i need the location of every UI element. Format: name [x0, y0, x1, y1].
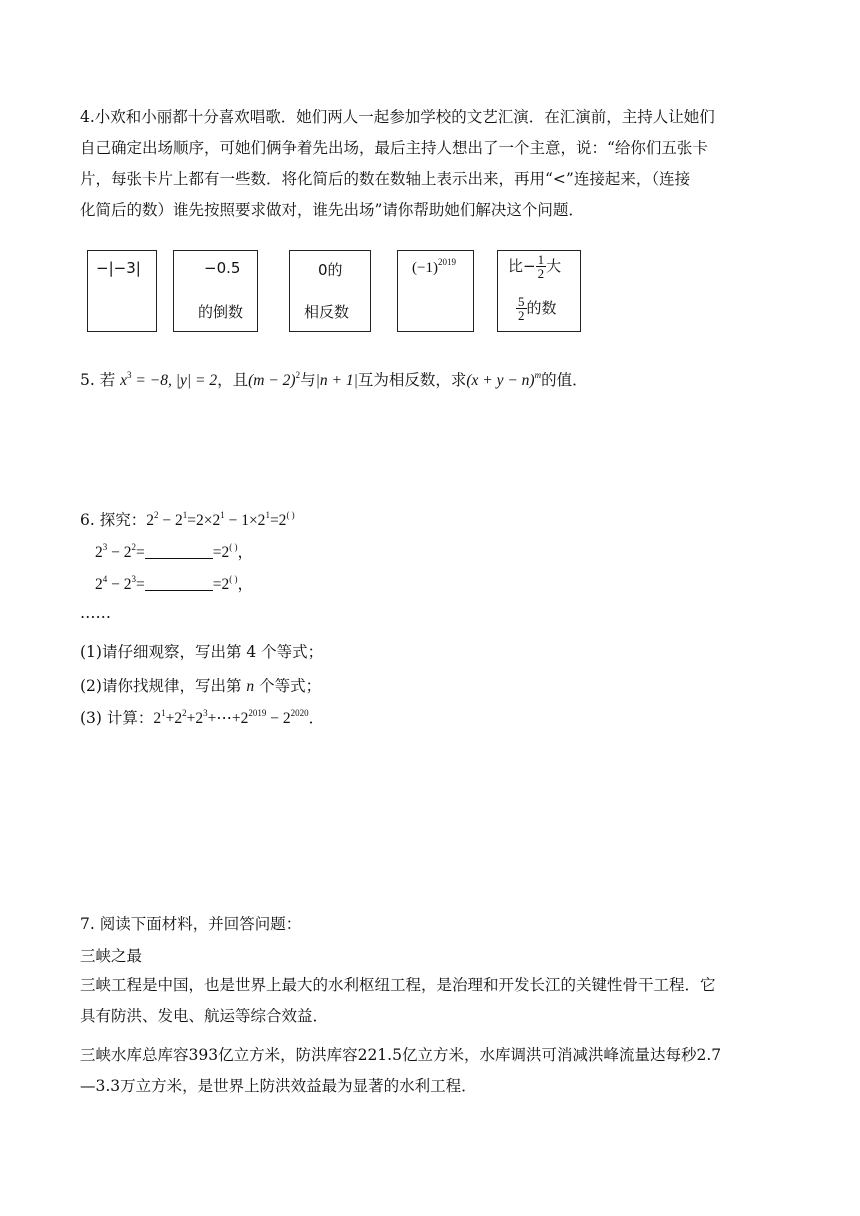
card-3 [289, 250, 371, 332]
q5-x: $x^3 = -8$, |y| = 2 [120, 370, 218, 389]
card-1-text: −|−3| [96, 259, 141, 277]
q7-paragraph-2 [80, 1040, 780, 1102]
q6-intro: 6. 探究：$2^2 - 2^1=2\times 2^1 - 1\times 2^1=2^{( )}$ [80, 510, 295, 529]
q6-dots: …… [80, 604, 111, 622]
card-2-bottom: 的倒数 [198, 303, 244, 321]
card-5-top: 比− $\frac{1}{2}$ 大 [508, 252, 562, 281]
q5-expr3: $(x + y - n)^m$ [466, 370, 542, 389]
q4-line-4: 化简后的数）谁先按照要求做对，谁先出场”请你帮助她们解决这个问题． [80, 201, 584, 219]
q5-expr1: $(m - 2)^2$ [248, 370, 301, 389]
card-4 [397, 250, 474, 332]
card-5-fraction-2: $\frac{5}{2}$ [518, 294, 525, 323]
q6-sub-1: (1)请仔细观察，写出第 4 个等式； [80, 643, 324, 661]
q6-line-1: $2^2 - 2^1=2\times 2^1 - 1\times 2^1=2^{( )}$ [146, 510, 295, 529]
q4-line-2: 自己确定出场顺序，可她们俩争着先出场，最后主持人想出了一个主意，说：“给你们五张卡 [80, 139, 708, 157]
q7-heading: 三峡之最 [80, 947, 143, 965]
card-5 [497, 250, 581, 332]
card-3-bottom: 相反数 [304, 303, 350, 321]
card-4-base: (−1) [412, 260, 438, 276]
q6-line-2: $2^3 - 2^2= =2^{( )}$， [95, 542, 254, 561]
q7-p2-line-2: —3.3万立方米，是世界上防洪效益最为显著的水利工程． [80, 1077, 477, 1095]
q4-line-1-text: 小欢和小丽都十分喜欢唱歌．她们两人一起参加学校的文艺汇演．在汇演前，主持人让她们 [94, 108, 715, 126]
q7-p2-line-1: 三峡水库总库容393亿立方米，防洪库容221.5亿立方米，水库调洪可消减洪峰流量达每秒2.7 [80, 1046, 722, 1064]
q5-expr2: |n + 1| [315, 372, 358, 389]
q6-sub-3: (3) 计算：$2^1+2^2+2^3+\cdots+2^{2019} - 2^{2020}$． [80, 708, 325, 727]
q6-sub-3-expr: $2^1+2^2+2^3+\cdots+2^{2019} - 2^{2020}$． [153, 708, 325, 727]
card-5-bottom: $\frac{5}{2}$ 的数 [518, 294, 557, 323]
card-2-top: −0.5 [204, 259, 241, 277]
q7-title: 7. 阅读下面材料，并回答问题： [80, 915, 302, 933]
card-1 [87, 250, 157, 332]
q7-p1-line-2: 具有防洪、发电、航运等综合效益． [80, 1007, 329, 1025]
q6-blank-2[interactable] [145, 577, 213, 591]
q7-p1-line-1: 三峡工程是中国，也是世界上最大的水利枢纽工程，是治理和开发长江的关键性骨干工程．它 [80, 976, 716, 994]
q4-line-1: 4.小欢和小丽都十分喜欢唱歌．她们两人一起参加学校的文艺汇演．在汇演前，主持人让她们 [80, 108, 715, 126]
q6-line-3: $2^4 - 2^3= =2^{( )}$， [95, 574, 254, 593]
q6-sub-2: (2)请你找规律，写出第 n 个等式； [80, 677, 322, 695]
card-5-fraction-1: $\frac{1}{2}$ [537, 252, 545, 281]
card-2 [173, 250, 258, 332]
card-4-exponent: 2019 [437, 257, 456, 267]
q4-line-3: 片，每张卡片上都有一些数．将化简后的数在数轴上表示出来，再用“<”连接起来，（连接 [80, 170, 691, 188]
q6-blank-1[interactable] [145, 545, 213, 559]
question-4 [80, 102, 780, 226]
card-4-expr [412, 257, 456, 277]
card-3-top: 0的 [318, 261, 343, 279]
q7-paragraph-1 [80, 970, 780, 1032]
question-5: 5. 若 $x^3 = -8$, |y| = 2，且$(m - 2)^2$与|n + 1|互为相反数，求$(x + y - n)^m$的值． [80, 370, 588, 389]
